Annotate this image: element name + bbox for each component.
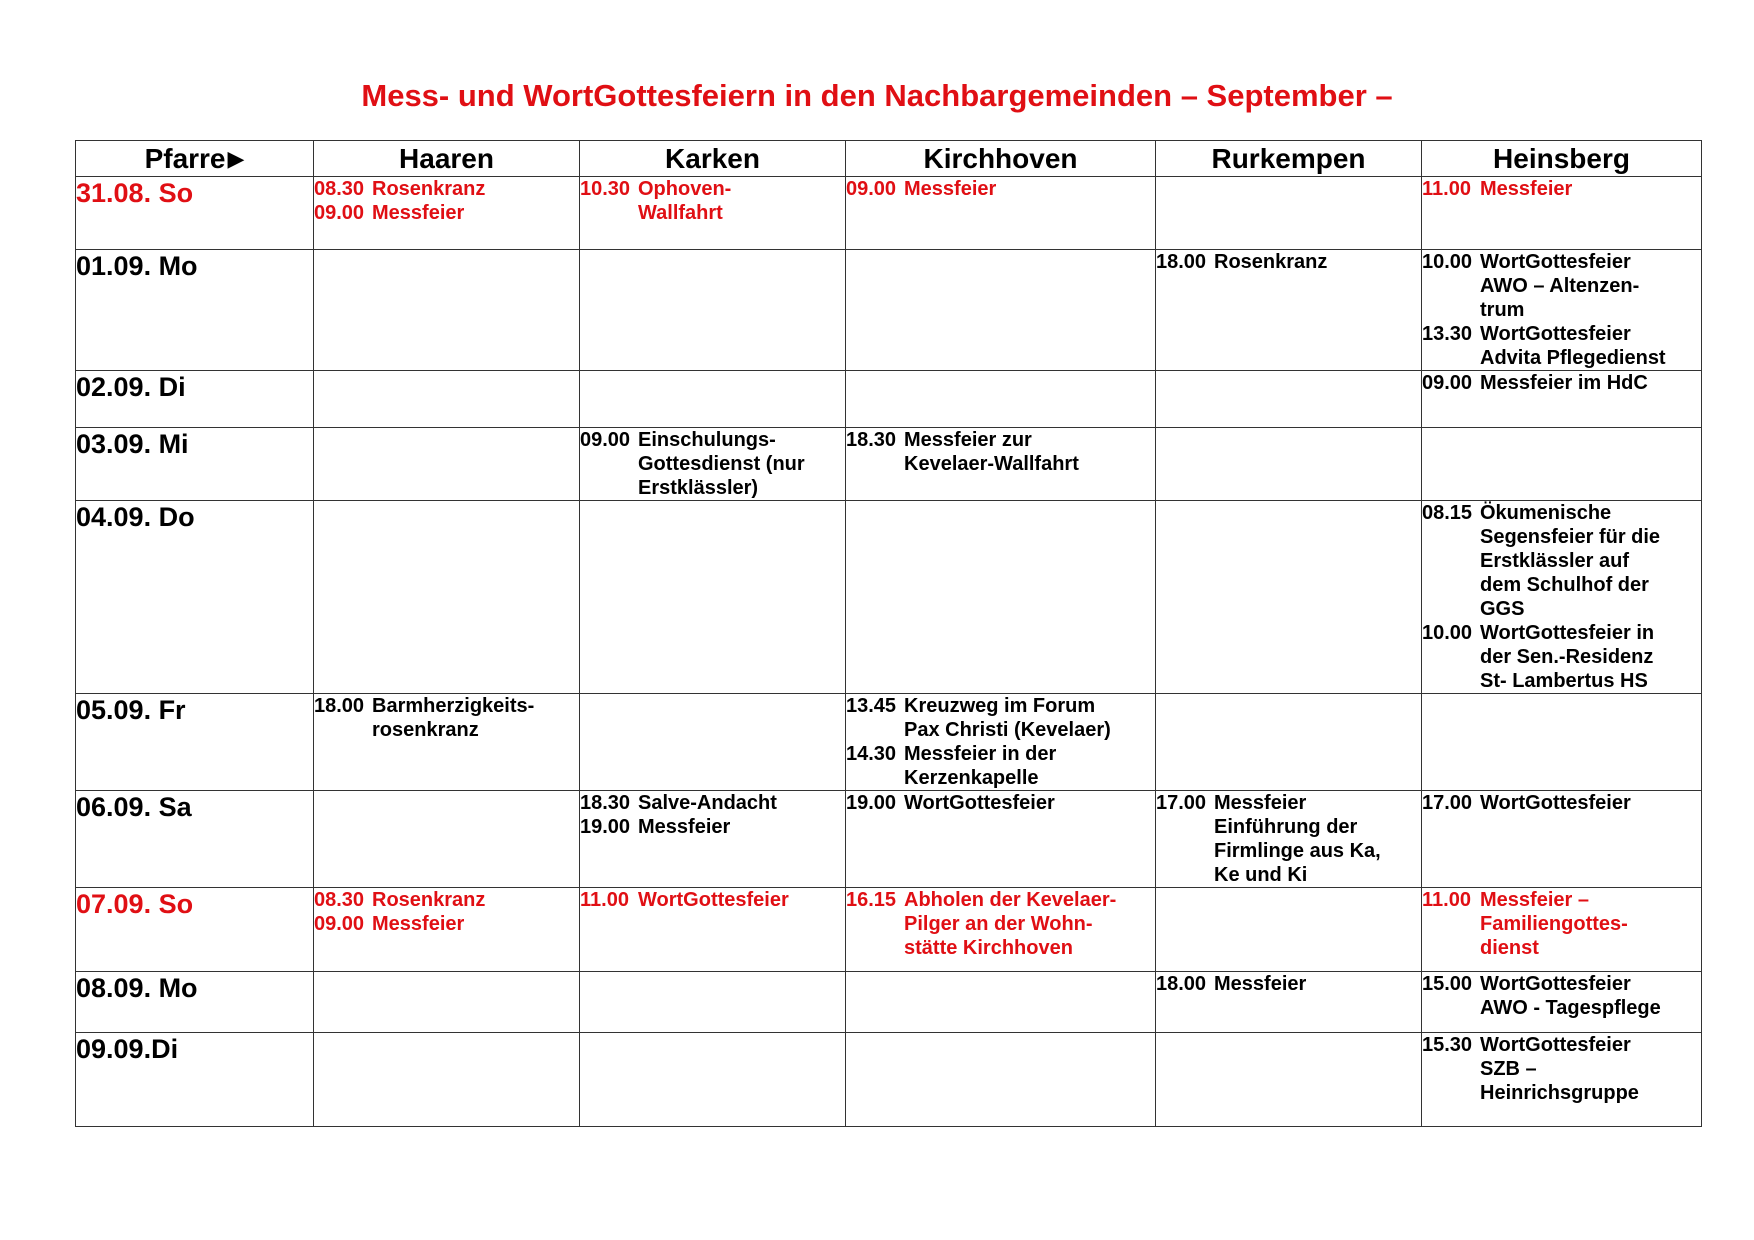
header-rurkempen: Rurkempen: [1156, 141, 1422, 177]
event-entry: [1422, 621, 1701, 693]
cell-haaren: [314, 371, 580, 428]
event-entry: [580, 791, 845, 815]
event-entry: [314, 694, 579, 742]
event-entry: [1422, 250, 1701, 322]
table-row: [76, 888, 1702, 972]
cell-haaren: [314, 888, 580, 972]
cell-karken: [580, 972, 846, 1033]
event-time: 18.30: [846, 429, 897, 451]
header-heinsberg: Heinsberg: [1422, 141, 1702, 177]
cell-haaren: [314, 791, 580, 888]
header-haaren: Haaren: [314, 141, 580, 177]
cell-heinsberg: [1422, 177, 1702, 250]
event-text: Barmherzigkeits- rosenkranz: [372, 695, 535, 741]
table-row: [76, 250, 1702, 371]
event-time: 09.00: [314, 913, 365, 935]
cell-rurkempen: [1156, 1033, 1422, 1127]
cell-rurkempen: [1156, 694, 1422, 791]
event-entry: [1422, 972, 1701, 1020]
event-time: 18.00: [1156, 973, 1207, 995]
event-text: Rosenkranz: [372, 178, 486, 200]
event-entry: [1422, 1033, 1701, 1105]
right-triangle-icon: ▶: [227, 146, 245, 171]
event-entry: [846, 791, 1155, 815]
event-time: 09.00: [846, 178, 897, 200]
event-time: 19.00: [580, 816, 631, 838]
day-label: 03.09. Mi: [76, 428, 314, 501]
event-text: Messfeier: [1214, 973, 1307, 995]
event-time: 14.30: [846, 743, 897, 765]
cell-karken: [580, 791, 846, 888]
event-entry: [846, 694, 1155, 742]
cell-rurkempen: [1156, 371, 1422, 428]
event-entry: [846, 888, 1155, 960]
event-entry: [1422, 791, 1701, 815]
event-time: 10.00: [1422, 251, 1473, 273]
event-time: 08.15: [1422, 502, 1473, 524]
cell-kirchhoven: [846, 371, 1156, 428]
cell-kirchhoven: [846, 177, 1156, 250]
event-time: 19.00: [846, 792, 897, 814]
event-entry: [314, 912, 579, 936]
cell-karken: [580, 177, 846, 250]
event-text: WortGottesfeier AWO – Altenzen- trum: [1480, 251, 1640, 321]
event-text: Messfeier in der Kerzenkapelle: [904, 743, 1057, 789]
event-text: WortGottesfeier: [1480, 792, 1631, 814]
event-time: 17.00: [1422, 792, 1473, 814]
event-entry: [1156, 791, 1421, 887]
cell-heinsberg: [1422, 1033, 1702, 1127]
cell-haaren: [314, 501, 580, 694]
cell-haaren: [314, 694, 580, 791]
table-row: [76, 972, 1702, 1033]
event-text: Messfeier: [904, 178, 997, 200]
event-time: 11.00: [1422, 889, 1471, 911]
event-text: WortGottesfeier SZB – Heinrichsgruppe: [1480, 1034, 1639, 1104]
cell-kirchhoven: [846, 1033, 1156, 1127]
event-time: 18.00: [1156, 251, 1207, 273]
cell-karken: [580, 250, 846, 371]
day-label: 01.09. Mo: [76, 250, 314, 371]
cell-rurkempen: [1156, 250, 1422, 371]
header-pfarre-label: Pfarre: [144, 143, 226, 174]
event-time: 11.00: [580, 889, 629, 911]
table-row: [76, 428, 1702, 501]
event-time: 13.45: [846, 695, 897, 717]
table-row: [76, 177, 1702, 250]
event-text: Ökumenische Segensfeier für die Erstklässler auf dem Schulhof der GGS: [1480, 502, 1661, 620]
event-text: WortGottesfeier Advita Pflegedienst: [1480, 323, 1666, 369]
event-entry: [314, 177, 579, 201]
day-label: 05.09. Fr: [76, 694, 314, 791]
day-label: 07.09. So: [76, 888, 314, 972]
cell-heinsberg: [1422, 428, 1702, 501]
schedule-table: [75, 140, 1702, 1127]
header-kirchhoven: Kirchhoven: [846, 141, 1156, 177]
event-entry: [1422, 371, 1701, 395]
event-time: 18.00: [314, 695, 365, 717]
cell-haaren: [314, 250, 580, 371]
cell-heinsberg: [1422, 791, 1702, 888]
event-text: Einschulungs- Gottesdienst (nur Erstklässler): [638, 429, 805, 499]
cell-rurkempen: [1156, 428, 1422, 501]
cell-haaren: [314, 1033, 580, 1127]
event-entry: [846, 177, 1155, 201]
event-entry: [846, 428, 1155, 476]
cell-kirchhoven: [846, 888, 1156, 972]
cell-haaren: [314, 972, 580, 1033]
event-text: WortGottesfeier: [638, 889, 789, 911]
event-entry: [314, 201, 579, 225]
cell-heinsberg: [1422, 501, 1702, 694]
event-entry: [1156, 972, 1421, 996]
header-row: [76, 141, 1702, 177]
table-row: [76, 371, 1702, 428]
cell-heinsberg: [1422, 371, 1702, 428]
cell-kirchhoven: [846, 501, 1156, 694]
day-label: 02.09. Di: [76, 371, 314, 428]
event-entry: [1422, 177, 1701, 201]
event-time: 08.30: [314, 178, 365, 200]
event-entry: [1422, 501, 1701, 621]
event-time: 10.30: [580, 178, 631, 200]
cell-rurkempen: [1156, 791, 1422, 888]
header-karken: Karken: [580, 141, 846, 177]
cell-kirchhoven: [846, 972, 1156, 1033]
event-entry: [580, 815, 845, 839]
table-row: [76, 694, 1702, 791]
event-text: Messfeier: [1480, 178, 1573, 200]
event-entry: [846, 742, 1155, 790]
table-row: [76, 1033, 1702, 1127]
event-time: 08.30: [314, 889, 365, 911]
cell-heinsberg: [1422, 250, 1702, 371]
event-text: Abholen der Kevelaer- Pilger an der Wohn- stätte Kirchhoven: [904, 889, 1117, 959]
cell-rurkempen: [1156, 177, 1422, 250]
event-time: 13.30: [1422, 323, 1473, 345]
event-time: 11.00: [1422, 178, 1471, 200]
event-text: Messfeier: [372, 913, 465, 935]
header-pfarre: [76, 141, 314, 177]
event-text: Rosenkranz: [1214, 251, 1328, 273]
event-text: WortGottesfeier AWO - Tagespflege: [1480, 973, 1661, 1019]
cell-heinsberg: [1422, 694, 1702, 791]
event-time: 15.00: [1422, 973, 1473, 995]
event-text: Messfeier – Familiengottes- dienst: [1480, 889, 1628, 959]
table-row: [76, 501, 1702, 694]
cell-karken: [580, 694, 846, 791]
cell-heinsberg: [1422, 972, 1702, 1033]
event-text: Messfeier: [638, 816, 731, 838]
event-entry: [314, 888, 579, 912]
day-label: 04.09. Do: [76, 501, 314, 694]
cell-kirchhoven: [846, 791, 1156, 888]
event-text: Messfeier: [372, 202, 465, 224]
event-text: Messfeier zur Kevelaer-Wallfahrt: [904, 429, 1079, 475]
event-text: Ophoven- Wallfahrt: [638, 178, 732, 224]
cell-heinsberg: [1422, 888, 1702, 972]
event-text: Rosenkranz: [372, 889, 486, 911]
event-time: 09.00: [1422, 372, 1473, 394]
event-time: 10.00: [1422, 622, 1473, 644]
event-text: Kreuzweg im Forum Pax Christi (Kevelaer): [904, 695, 1111, 741]
event-entry: [580, 177, 845, 225]
cell-kirchhoven: [846, 250, 1156, 371]
cell-karken: [580, 501, 846, 694]
cell-haaren: [314, 428, 580, 501]
event-time: 09.00: [314, 202, 365, 224]
event-text: WortGottesfeier in der Sen.-Residenz St- Lambertus HS: [1480, 622, 1655, 692]
day-label: 09.09.Di: [76, 1033, 314, 1127]
event-entry: [1422, 322, 1701, 370]
event-time: 09.00: [580, 429, 631, 451]
cell-rurkempen: [1156, 972, 1422, 1033]
event-entry: [1422, 888, 1701, 960]
day-label: 08.09. Mo: [76, 972, 314, 1033]
cell-kirchhoven: [846, 694, 1156, 791]
schedule-body: [76, 177, 1702, 1127]
event-entry: [580, 428, 845, 500]
day-label: 06.09. Sa: [76, 791, 314, 888]
event-entry: [580, 888, 845, 912]
event-time: 17.00: [1156, 792, 1207, 814]
cell-karken: [580, 888, 846, 972]
event-text: Messfeier Einführung der Firmlinge aus Ka, Ke und Ki: [1214, 792, 1381, 886]
event-time: 18.30: [580, 792, 631, 814]
page-title: Mess- und WortGottesfeiern in den Nachbargemeinden – September –: [361, 78, 1393, 113]
cell-karken: [580, 371, 846, 428]
event-entry: [1156, 250, 1421, 274]
cell-rurkempen: [1156, 501, 1422, 694]
cell-karken: [580, 1033, 846, 1127]
table-row: [76, 791, 1702, 888]
event-time: 15.30: [1422, 1034, 1473, 1056]
cell-kirchhoven: [846, 428, 1156, 501]
day-label: 31.08. So: [76, 177, 314, 250]
cell-rurkempen: [1156, 888, 1422, 972]
event-text: WortGottesfeier: [904, 792, 1055, 814]
event-text: Messfeier im HdC: [1480, 372, 1648, 394]
cell-haaren: [314, 177, 580, 250]
event-time: 16.15: [846, 889, 897, 911]
event-text: Salve-Andacht: [638, 792, 777, 814]
cell-karken: [580, 428, 846, 501]
